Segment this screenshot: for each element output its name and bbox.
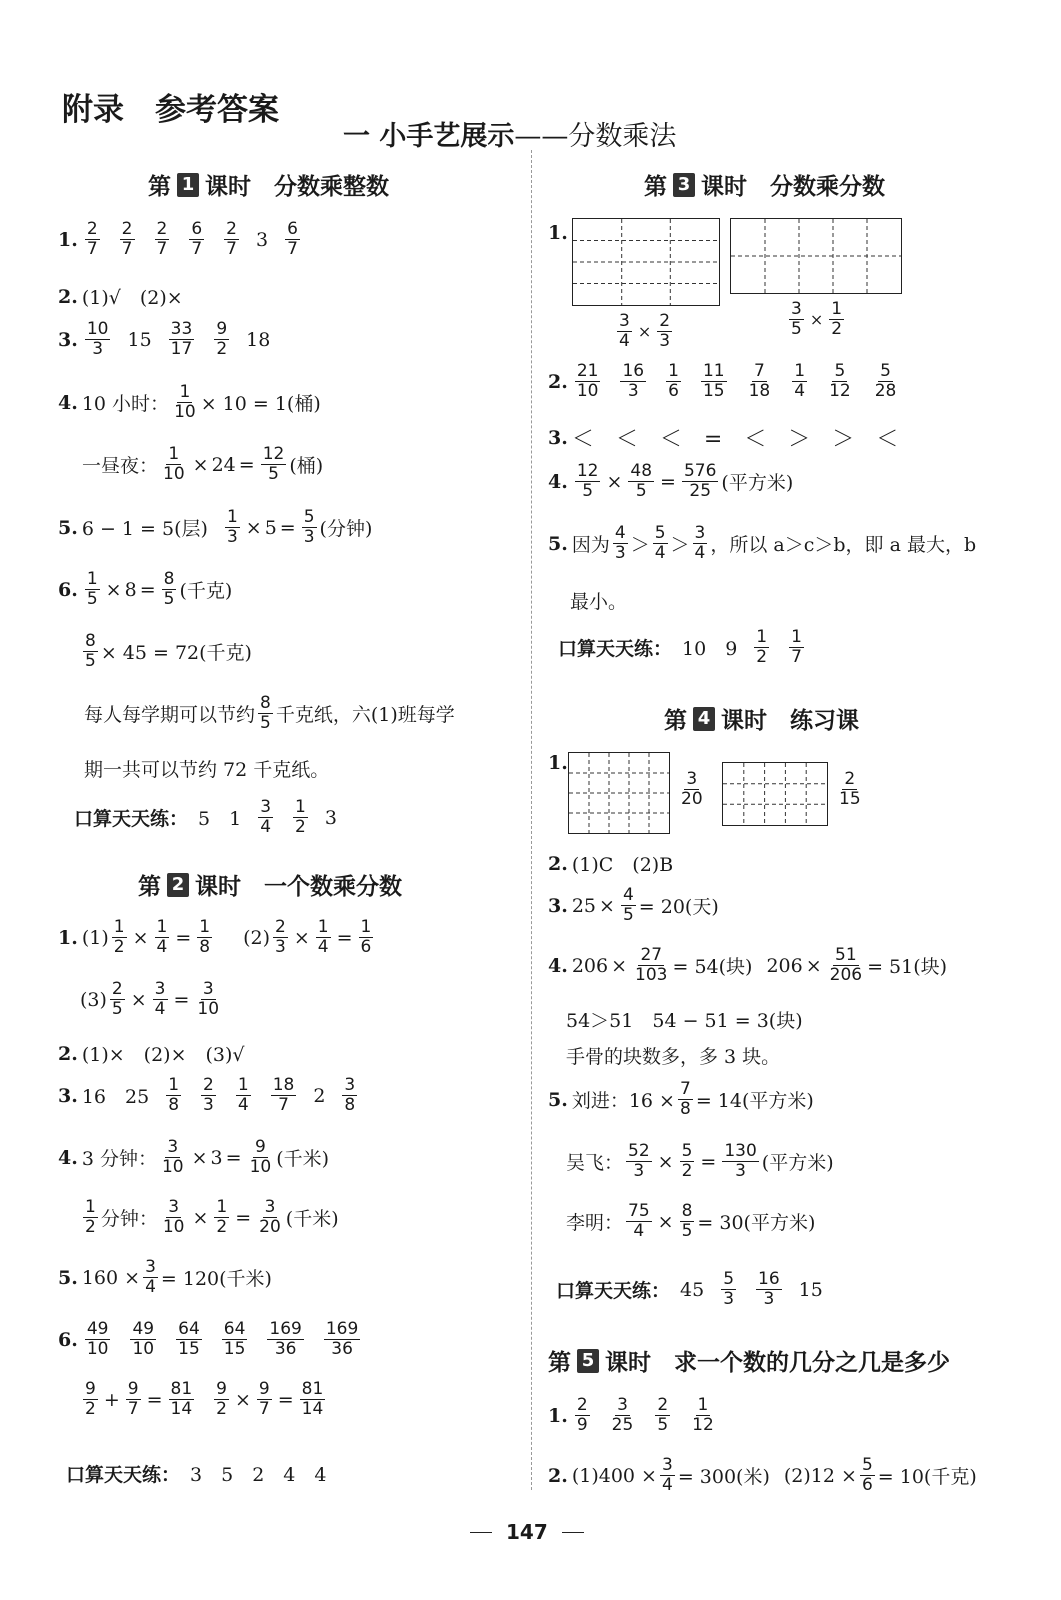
- fraction: $\frac{9}{7}$: [258, 1379, 270, 1420]
- fraction: $\frac{4}{3}$: [614, 523, 626, 564]
- answer-value: 15: [798, 1278, 823, 1301]
- l3-q1-num: [548, 222, 572, 244]
- expression: 160 ×: [81, 1266, 141, 1289]
- answer-text: 16 25: [81, 1086, 150, 1109]
- l4-kou: [556, 1270, 823, 1309]
- unit-title-main: 一 小手艺展示: [343, 121, 515, 152]
- q-num: 4.: [58, 1146, 78, 1169]
- grid-lines: [573, 219, 719, 305]
- fraction: $\frac{3}{10}$: [197, 979, 220, 1020]
- fraction: $\frac{52}{3}$: [628, 1141, 650, 1182]
- unit-title-sub: ——分数乘法: [514, 121, 677, 152]
- fraction: $\frac{75}{4}$: [628, 1201, 650, 1242]
- label: 吴飞：: [566, 1152, 624, 1175]
- fraction: $\frac{1}{4}$: [317, 917, 329, 958]
- answer-value: 18: [246, 328, 271, 351]
- l2-q1b: (3) $\frac{2}{5}$ × $\frac{3}{4}$ = $\frac{3}{10}$: [80, 979, 220, 1020]
- text: ，所以 a＞c＞b，即 a 最大，b: [710, 534, 977, 557]
- fraction: $\frac{6}{7}$: [287, 219, 298, 260]
- answer-text: 10 9: [682, 638, 738, 661]
- right-column: [548, 0, 1018, 1520]
- fraction: $\frac{5}{2}$: [681, 1141, 693, 1182]
- l4-q4-line3: [566, 1042, 780, 1069]
- lesson-5-heading: 第 5 课时 求一个数的几分之几是多少: [548, 1350, 950, 1376]
- q-num: 3.: [58, 1084, 78, 1107]
- fraction: $\frac{1}{4}$: [237, 1075, 249, 1116]
- l3-q4: 4. $\frac{12}{5}$ × $\frac{48}{5}$ = $\frac{576}{25}$ (平方米): [548, 461, 794, 502]
- fraction: $\frac{9}{7}$: [127, 1379, 139, 1420]
- fraction: $\frac{21}{10}$: [576, 361, 599, 402]
- text: 最小。: [570, 591, 628, 613]
- grid-lines: [569, 753, 669, 833]
- fraction: $\frac{3}{4}$: [145, 1257, 156, 1298]
- lesson-3-heading: 第 3 课时 分数乘分数: [644, 174, 885, 200]
- l4-q5a: [548, 1080, 814, 1119]
- expression: 54＞51 54 − 51 = 3(块): [566, 1010, 803, 1032]
- fraction: $\frac{3}{5}$: [791, 299, 802, 340]
- q-num: 6.: [58, 578, 78, 601]
- l2-q4a: 4. 3 分钟： $\frac{3}{10}$ × 3 = $\frac{9}{10}$ (千米): [58, 1137, 330, 1178]
- expression: = 20(天): [638, 896, 719, 919]
- lesson-number-badge: 1: [177, 173, 199, 197]
- kou-label: 口算天天练：: [74, 808, 189, 831]
- fraction: $\frac{12}{5}$: [262, 444, 285, 485]
- fraction: $\frac{49}{10}$: [86, 1319, 109, 1360]
- column-divider: [531, 150, 532, 1490]
- fraction: $\frac{3}{20}$: [259, 1197, 281, 1238]
- q-num: 1.: [548, 222, 568, 244]
- q-num: 3.: [58, 328, 78, 351]
- q-num: 2.: [58, 1042, 78, 1065]
- l3-q3: [548, 422, 898, 453]
- unit: (平方米): [761, 1152, 834, 1175]
- fraction: $\frac{2}{5}$: [111, 979, 123, 1020]
- fraction: $\frac{169}{36}$: [325, 1319, 359, 1360]
- l1-q6c: [84, 694, 455, 733]
- q-num: 3.: [548, 894, 568, 917]
- expression: = 14(平方米): [695, 1090, 814, 1113]
- grid-lines: [723, 763, 827, 825]
- fraction: $\frac{12}{5}$: [576, 461, 599, 502]
- text: 手骨的块数多，多 3 块。: [566, 1046, 781, 1068]
- l1-q5: 5. 6 − 1 = 5(层) $\frac{1}{3}$ × 5 = $\frac{5}{3}$ (分钟): [58, 507, 373, 548]
- answer-text: 5 1: [198, 808, 242, 831]
- l3-q5-line2: [570, 587, 627, 614]
- fraction: $\frac{6}{7}$: [191, 219, 203, 260]
- answer-text: 3 5 2 4 4: [190, 1464, 327, 1486]
- fraction: $\frac{8}{5}$: [85, 631, 96, 672]
- fraction: $\frac{2}{9}$: [576, 1395, 588, 1436]
- fraction: $\frac{5}{4}$: [654, 523, 666, 564]
- fraction: $\frac{2}{7}$: [156, 219, 168, 260]
- l2-q1a: 1. (1) $\frac{1}{2}$ × $\frac{1}{4}$ = $\frac{1}{8}$ (2) $\frac{2}{3}$ × $\frac{1}{4}$ = $\frac{1}{6}$: [58, 917, 372, 958]
- fraction: $\frac{2}{7}$: [121, 219, 133, 260]
- text: 因为: [571, 534, 610, 557]
- fraction: $\frac{3}{10}$: [161, 1137, 184, 1178]
- fraction: $\frac{9}{2}$: [85, 1379, 96, 1420]
- fraction: $\frac{576}{25}$: [683, 461, 717, 502]
- fraction: $\frac{2}{3}$: [275, 917, 286, 958]
- expression: = 300(米): [677, 1466, 770, 1489]
- lesson-number-badge: 5: [577, 1349, 599, 1373]
- fraction: $\frac{1}{4}$: [794, 361, 806, 402]
- grid-lines: [731, 219, 901, 293]
- l4-q5b: 吴飞： $\frac{52}{3}$ × $\frac{5}{2}$ = $\frac{130}{3}$ (平方米): [566, 1141, 834, 1182]
- fraction: $\frac{3}{4}$: [619, 311, 630, 352]
- l2-q6a: [58, 1320, 363, 1359]
- l2-q4b: $\frac{1}{2}$ 分钟： $\frac{3}{10}$ × $\frac{1}{2}$ = $\frac{3}{20}$ (千米): [85, 1197, 339, 1238]
- fraction: $\frac{1}{10}$: [163, 444, 185, 485]
- fraction: $\frac{7}{18}$: [748, 361, 771, 402]
- kou-label: 口算天天练：: [556, 1280, 671, 1303]
- expression: (2)12 ×: [783, 1464, 857, 1487]
- l4-q2: [548, 850, 673, 877]
- lesson-2-heading: 第 2 课时 一个数乘分数: [138, 874, 402, 900]
- fraction: $\frac{1}{6}$: [360, 917, 372, 958]
- fraction: $\frac{1}{2}$: [831, 299, 843, 340]
- expression: = 54(块): [672, 956, 753, 979]
- label: 刘进：16 ×: [571, 1090, 675, 1113]
- answer-value: 45: [680, 1278, 705, 1301]
- l2-q5: [58, 1258, 272, 1297]
- grid-2-label: $\frac{3}{5}$ × $\frac{1}{2}$: [791, 299, 843, 340]
- fraction: $\frac{1}{2}$: [216, 1197, 228, 1238]
- lesson-1-heading: [148, 168, 389, 201]
- fraction: $\frac{3}{4}$: [154, 979, 166, 1020]
- answer-value: 3: [255, 228, 269, 251]
- l1-q6a: 6. $\frac{1}{5}$ × 8 = $\frac{8}{5}$ (千克): [58, 569, 233, 610]
- fraction: $\frac{1}{12}$: [692, 1395, 714, 1436]
- grid-1-label: $\frac{3}{4}$ × $\frac{2}{3}$: [619, 311, 671, 352]
- l4-q4-line2: [566, 1006, 803, 1033]
- fraction: $\frac{3}{4}$: [661, 1455, 673, 1496]
- fraction: $\frac{9}{2}$: [216, 319, 228, 360]
- page-number: [470, 1520, 584, 1544]
- grid-diagram-4: [722, 762, 828, 826]
- lesson-4-heading: 第 4 课时 练习课: [664, 708, 859, 734]
- fraction: $\frac{3}{4}$: [260, 797, 272, 838]
- lesson-prefix: 第: [148, 174, 171, 200]
- grid-4-label: [834, 770, 866, 809]
- l1-q1: [58, 220, 303, 259]
- grid-diagram-1: [572, 218, 720, 306]
- fraction: $\frac{33}{17}$: [170, 319, 193, 360]
- lesson-title: 课时 分数乘整数: [205, 174, 389, 200]
- kou-label: 口算天天练：: [558, 638, 673, 661]
- q-num: 2.: [548, 370, 568, 393]
- fraction: $\frac{1}{5}$: [86, 569, 98, 610]
- expression: 6 − 1 = 5(层): [81, 518, 208, 541]
- q-num: 1.: [548, 752, 568, 774]
- expression: = 51(块): [867, 956, 948, 979]
- l4-q3: 3. 25 × $\frac{4}{5}$ = 20(天): [548, 885, 719, 926]
- text: 每人每学期可以节约: [84, 704, 256, 727]
- l3-kou: [558, 628, 807, 667]
- expression: = 30(平方米): [697, 1212, 816, 1235]
- fraction: $\frac{3}{4}$: [694, 523, 706, 564]
- grid-diagram-2: [730, 218, 902, 294]
- unit: (千米): [276, 1148, 330, 1171]
- label: 分钟：: [100, 1208, 158, 1231]
- kou-label: 口算天天练：: [66, 1464, 181, 1486]
- fraction: $\frac{3}{20}$: [681, 769, 703, 810]
- l1-q2: [58, 283, 183, 310]
- lesson-number-badge: 3: [673, 173, 695, 197]
- fraction: $\frac{3}{25}$: [611, 1395, 634, 1436]
- text: 千克纸，六(1)班每学: [275, 704, 455, 727]
- l1-q6d: [84, 755, 329, 782]
- page-number-value: 147: [506, 1520, 548, 1544]
- unit: (千米): [285, 1208, 339, 1231]
- l2-kou: [66, 1460, 326, 1487]
- q-num: 4.: [548, 470, 568, 493]
- fraction: $\frac{5}{3}$: [723, 1269, 735, 1310]
- fraction: $\frac{2}{3}$: [659, 311, 671, 352]
- l2-q6b: $\frac{9}{2}$ + $\frac{9}{7}$ = $\frac{81}{14}$ $\frac{9}{2}$ × $\frac{9}{7}$ = $\frac{81}{14}$: [85, 1379, 324, 1420]
- l1-q6b: [80, 632, 252, 671]
- fraction: $\frac{27}{103}$: [635, 945, 668, 986]
- fraction: $\frac{9}{2}$: [216, 1379, 227, 1420]
- fraction: $\frac{8}{5}$: [163, 569, 175, 610]
- fraction: $\frac{5}{3}$: [303, 507, 315, 548]
- q-num: 4.: [58, 391, 78, 414]
- fraction: $\frac{8}{5}$: [260, 693, 271, 734]
- q-num: 1.: [58, 926, 78, 949]
- left-column: [58, 0, 518, 1520]
- fraction: $\frac{48}{5}$: [630, 461, 653, 502]
- fraction: $\frac{81}{14}$: [170, 1379, 193, 1420]
- fraction: $\frac{1}{2}$: [295, 797, 306, 838]
- fraction: $\frac{169}{36}$: [269, 1319, 302, 1360]
- fraction: $\frac{16}{3}$: [622, 361, 645, 402]
- fraction: $\frac{1}{4}$: [156, 917, 168, 958]
- q-num: 2.: [548, 852, 568, 875]
- q-num: 5.: [58, 516, 78, 539]
- text: 期一共可以节约 72 千克纸。: [84, 759, 330, 781]
- fraction: $\frac{49}{10}$: [132, 1319, 155, 1360]
- fraction: $\frac{51}{206}$: [829, 945, 863, 986]
- unit: (千克): [179, 580, 233, 603]
- q-num: 5.: [548, 532, 568, 555]
- l1-kou: [74, 798, 337, 837]
- l1-q4b: 一昼夜： $\frac{1}{10}$ × 24 = $\frac{12}{5}$ (桶): [82, 444, 324, 485]
- expression: × 10 = 1(桶): [200, 393, 321, 416]
- q-num: 6.: [58, 1328, 78, 1351]
- fraction: $\frac{1}{2}$: [113, 917, 125, 958]
- q-num: 2.: [548, 1464, 568, 1487]
- fraction: $\frac{11}{15}$: [702, 361, 725, 402]
- fraction: $\frac{16}{3}$: [758, 1269, 780, 1310]
- fraction: $\frac{1}{2}$: [756, 627, 768, 668]
- fraction: $\frac{3}{8}$: [344, 1075, 356, 1116]
- label: 10 小时：: [81, 393, 170, 416]
- grid-diagram-3: [568, 752, 670, 834]
- fraction: $\frac{10}{3}$: [86, 319, 109, 360]
- fraction: $\frac{1}{10}$: [174, 382, 196, 423]
- fraction: $\frac{1}{7}$: [791, 627, 802, 668]
- q-num: 1.: [548, 1404, 568, 1427]
- fraction: $\frac{5}{28}$: [874, 361, 897, 402]
- answer-text: (1)C (2)B: [571, 854, 674, 876]
- fraction: $\frac{81}{14}$: [301, 1379, 324, 1420]
- l4-q4: 4. 206 × $\frac{27}{103}$ = 54(块) 206 × $\frac{51}{206}$ = 51(块): [548, 945, 948, 986]
- fraction: $\frac{130}{3}$: [724, 1141, 757, 1182]
- answer-value: 3: [324, 806, 337, 829]
- fraction: $\frac{18}{7}$: [272, 1075, 295, 1116]
- lesson-number-badge: 4: [693, 707, 715, 731]
- q-num: 2.: [58, 285, 78, 308]
- fraction: $\frac{4}{5}$: [622, 885, 634, 926]
- expression: = 120(千米): [160, 1268, 272, 1291]
- appendix-title: 附录 参考答案: [62, 92, 279, 128]
- q-num: 3.: [548, 426, 568, 449]
- unit: (分钟): [319, 518, 373, 541]
- l4-q5c: 李明： $\frac{75}{4}$ × $\frac{8}{5}$ = 30(平方米): [566, 1201, 816, 1242]
- l3-q5: 5. 因为 $\frac{4}{3}$ ＞ $\frac{5}{4}$ ＞ $\frac{3}{4}$ ，所以 a＞c＞b，即 a 最大，b: [548, 523, 977, 564]
- fraction: $\frac{3}{10}$: [162, 1197, 185, 1238]
- unit: (平方米): [721, 472, 794, 495]
- l2-q2: [58, 1040, 245, 1067]
- answer-value: 15: [127, 328, 152, 351]
- l2-q3: 3. 16 25 $\frac{1}{8}$ $\frac{2}{3}$ $\frac{1}{4}$ $\frac{18}{7}$ 2 $\frac{3}{8}$: [58, 1075, 356, 1116]
- fraction: $\frac{2}{7}$: [86, 219, 98, 260]
- q-num: 1.: [58, 228, 78, 251]
- fraction: $\frac{64}{15}$: [223, 1319, 246, 1360]
- fraction: $\frac{2}{3}$: [203, 1075, 214, 1116]
- expression: = 10(千克): [877, 1466, 977, 1489]
- fraction: $\frac{5}{12}$: [829, 361, 851, 402]
- q-num: 5.: [548, 1088, 568, 1111]
- label: 李明：: [566, 1212, 624, 1235]
- label: 一昼夜：: [82, 455, 159, 478]
- expression: (1)400 ×: [571, 1464, 657, 1487]
- expression: × 45 = 72(千克): [100, 642, 252, 665]
- grid-3-label: [676, 770, 708, 809]
- answer-text: (1)√ (2)×: [81, 287, 183, 309]
- lesson-number-badge: 2: [167, 873, 189, 897]
- l5-q2: [548, 1456, 977, 1495]
- answer-text: (1)× (2)× (3)√: [81, 1044, 245, 1066]
- l5-q1: [548, 1396, 719, 1435]
- unit: (桶): [289, 455, 324, 478]
- fraction: $\frac{2}{7}$: [226, 219, 237, 260]
- fraction: $\frac{1}{8}$: [199, 917, 211, 958]
- fraction: $\frac{1}{3}$: [226, 507, 238, 548]
- fraction: $\frac{1}{2}$: [85, 1197, 96, 1238]
- label: 3 分钟：: [81, 1148, 157, 1171]
- fraction: $\frac{2}{5}$: [657, 1395, 669, 1436]
- fraction: $\frac{1}{8}$: [168, 1075, 180, 1116]
- fraction: $\frac{7}{8}$: [679, 1079, 691, 1120]
- fraction: $\frac{8}{5}$: [681, 1201, 693, 1242]
- fraction: $\frac{5}{6}$: [861, 1455, 873, 1496]
- q-num: 5.: [58, 1266, 78, 1289]
- l1-q4a: [58, 383, 321, 422]
- answer-text: ＜ ＜ ＜ = ＜ ＞ ＞ ＜: [571, 427, 899, 452]
- l1-q3: [58, 320, 270, 359]
- q-num: 4.: [548, 954, 568, 977]
- fraction: $\frac{64}{15}$: [178, 1319, 200, 1360]
- fraction: $\frac{9}{10}$: [249, 1137, 272, 1178]
- l3-q2: [548, 362, 901, 401]
- fraction: $\frac{2}{15}$: [839, 769, 861, 810]
- fraction: $\frac{1}{6}$: [668, 361, 679, 402]
